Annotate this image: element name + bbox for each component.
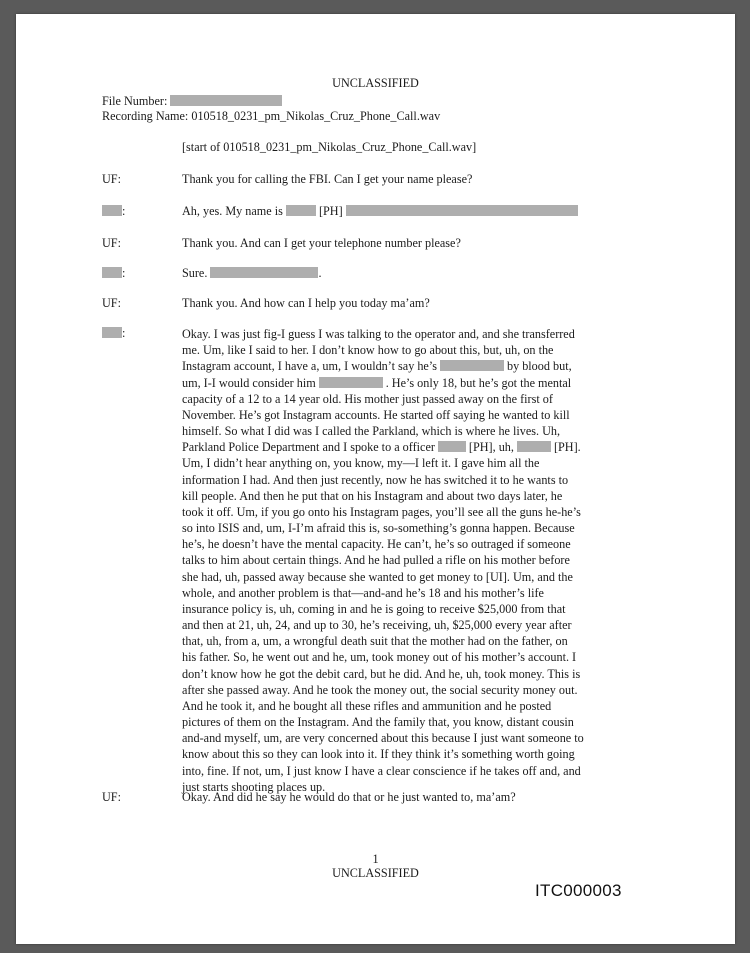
speaker-label: UF: bbox=[102, 296, 121, 310]
paragraph-line: she had, uh, passed away because she wanted to get money to [UI]. Um, and the bbox=[182, 569, 573, 584]
paragraph-line: after she passed away. And he took the money out, the social security money out. bbox=[182, 682, 578, 697]
paragraph-line bbox=[182, 375, 682, 391]
paragraph-line: capacity of a 12 to a 14 year old. His mother just passed away on the first of bbox=[182, 391, 553, 406]
redaction-block bbox=[319, 377, 383, 388]
paragraph-line: so into ISIS and, um, I-I’m afraid this is, so-something’s gonna happen. Because bbox=[182, 521, 575, 536]
paragraph-line: me. Um, like I said to her. I don’t know how to go about this, but, uh, on the bbox=[182, 343, 554, 358]
paragraph-line: don’t know how he got the debit card, but he did. And he, uh, took money. This is bbox=[182, 666, 581, 681]
classification-footer: UNCLASSIFIED bbox=[332, 866, 419, 880]
transcript-text: Thank you for calling the FBI. Can I get your name please? bbox=[182, 172, 473, 186]
paragraph-line: insurance policy is, uh, coming in and he is going to receive $25,000 from that bbox=[182, 601, 566, 616]
paragraph-line: he’s, he doesn’t have the mental capacity. He can’t, he’s so outraged if someone bbox=[182, 537, 571, 552]
redaction-block bbox=[346, 205, 578, 216]
transcript-line bbox=[182, 204, 682, 219]
redaction-block bbox=[170, 95, 282, 106]
document-page bbox=[16, 14, 735, 944]
paragraph-line: and-and myself, um, are very concerned about this because I just want someone to bbox=[182, 731, 584, 746]
speaker-label: : bbox=[122, 266, 126, 280]
paragraph-line: himself. So what I did was I called the Parkland, which is where he lives. Uh, bbox=[182, 424, 561, 439]
redaction-block bbox=[102, 327, 122, 338]
paragraph-line: November. He’s got Instagram accounts. He started off saying he wanted to kill bbox=[182, 407, 570, 422]
paragraph-line bbox=[182, 358, 682, 374]
paragraph-line: talks to him about certain things. And he had pulled a rifle on his mother before bbox=[182, 553, 570, 568]
start-marker: [start of 010518_0231_pm_Nikolas_Cruz_Phone_Call.wav] bbox=[182, 140, 477, 154]
transcript-line bbox=[182, 266, 682, 281]
paragraph-segment: [PH]. bbox=[553, 440, 581, 455]
redaction-block bbox=[102, 205, 122, 216]
paragraph-line: Um, I didn’t hear anything on, you know, my—I left it. I gave him all the bbox=[182, 456, 540, 471]
speaker-label: UF: bbox=[102, 790, 121, 804]
speaker-label: UF: bbox=[102, 236, 121, 250]
speaker-label: UF: bbox=[102, 172, 121, 186]
redaction-block bbox=[438, 441, 466, 452]
transcript-text: Ah, yes. My name is bbox=[182, 204, 283, 218]
paragraph-line: took it off. Um, if you go onto his Instagram pages, you’ll see all the guns he-he’s bbox=[182, 504, 581, 519]
transcript-text: Sure. bbox=[182, 266, 208, 280]
speaker-line bbox=[102, 204, 125, 219]
speaker-line bbox=[102, 326, 125, 341]
recording-name-line bbox=[102, 108, 440, 124]
bates-stamp: ITC000003 bbox=[535, 881, 622, 900]
paragraph-line: into, fine. If not, um, I just know I have a clear conscience if he takes off and, and bbox=[182, 763, 581, 778]
paragraph-segment: um, I-I would consider him bbox=[182, 375, 316, 390]
paragraph-line: just starts shooting places up. bbox=[182, 779, 326, 794]
transcript-long-paragraph bbox=[182, 326, 682, 795]
speaker-label: : bbox=[122, 326, 126, 340]
speaker-label: : bbox=[122, 204, 126, 218]
paragraph-segment: by blood but, bbox=[506, 359, 572, 374]
transcript-text: Thank you. And how can I help you today ma’am? bbox=[182, 296, 430, 310]
paragraph-segment: . He’s only 18, but he’s got the mental bbox=[385, 375, 572, 390]
redaction-block bbox=[517, 441, 551, 452]
classification-header: UNCLASSIFIED bbox=[332, 76, 419, 90]
paragraph-line bbox=[182, 439, 682, 455]
paragraph-line: Okay. I was just fig-I guess I was talking to the operator and, and she transferred bbox=[182, 327, 575, 341]
paragraph-line: his father. So, he went out and he, um, took money out of his mother’s account. I bbox=[182, 650, 577, 665]
redaction-block bbox=[440, 360, 504, 371]
paragraph-segment: Instagram account, I have a, um, I wouldn’t say he’s bbox=[182, 359, 437, 374]
redaction-block bbox=[286, 205, 316, 216]
paragraph-line: kill people. And then he put that on his Instagram and about two days later, he bbox=[182, 488, 563, 503]
transcript-text: . bbox=[318, 266, 322, 280]
file-number-line bbox=[102, 93, 282, 109]
paragraph-line: and then at 21, uh, 24, and up to 30, he’s receiving, uh, $25,000 every year after bbox=[182, 618, 572, 633]
paragraph-line: information I had. And then just recently, now he has switched it to he wants to bbox=[182, 472, 569, 487]
recording-name-label: Recording Name: bbox=[102, 109, 189, 123]
transcript-text: [PH] bbox=[318, 204, 343, 218]
transcript-text: Thank you. And can I get your telephone number please? bbox=[182, 236, 461, 250]
paragraph-line: And he took it, and he bought all these rifles and ammunition and he posted bbox=[182, 698, 552, 713]
redaction-block bbox=[210, 267, 318, 278]
paragraph-line: whole, and another problem is that—and-and he’s 18 and his mother’s life bbox=[182, 585, 544, 600]
transcript-text: Okay. And did he say he would do that or he just wanted to, ma’am? bbox=[182, 790, 516, 804]
recording-name-value: 010518_0231_pm_Nikolas_Cruz_Phone_Call.wav bbox=[191, 109, 441, 123]
redaction-block bbox=[102, 267, 122, 278]
paragraph-line: know about this so they can look into it. If they think it’s something worth going bbox=[182, 747, 575, 762]
speaker-line bbox=[102, 266, 125, 281]
paragraph-line: pictures of them on the Instagram. And the family that, you know, distant cousin bbox=[182, 715, 574, 730]
paragraph-segment: Parkland Police Department and I spoke to a officer bbox=[182, 440, 435, 455]
page-number: 1 bbox=[372, 852, 379, 866]
paragraph-line: that, uh, from a, um, a wrongful death suit that the mother had on the father, on bbox=[182, 634, 568, 649]
file-number-label: File Number: bbox=[102, 94, 168, 108]
paragraph-segment: [PH], uh, bbox=[468, 440, 514, 455]
